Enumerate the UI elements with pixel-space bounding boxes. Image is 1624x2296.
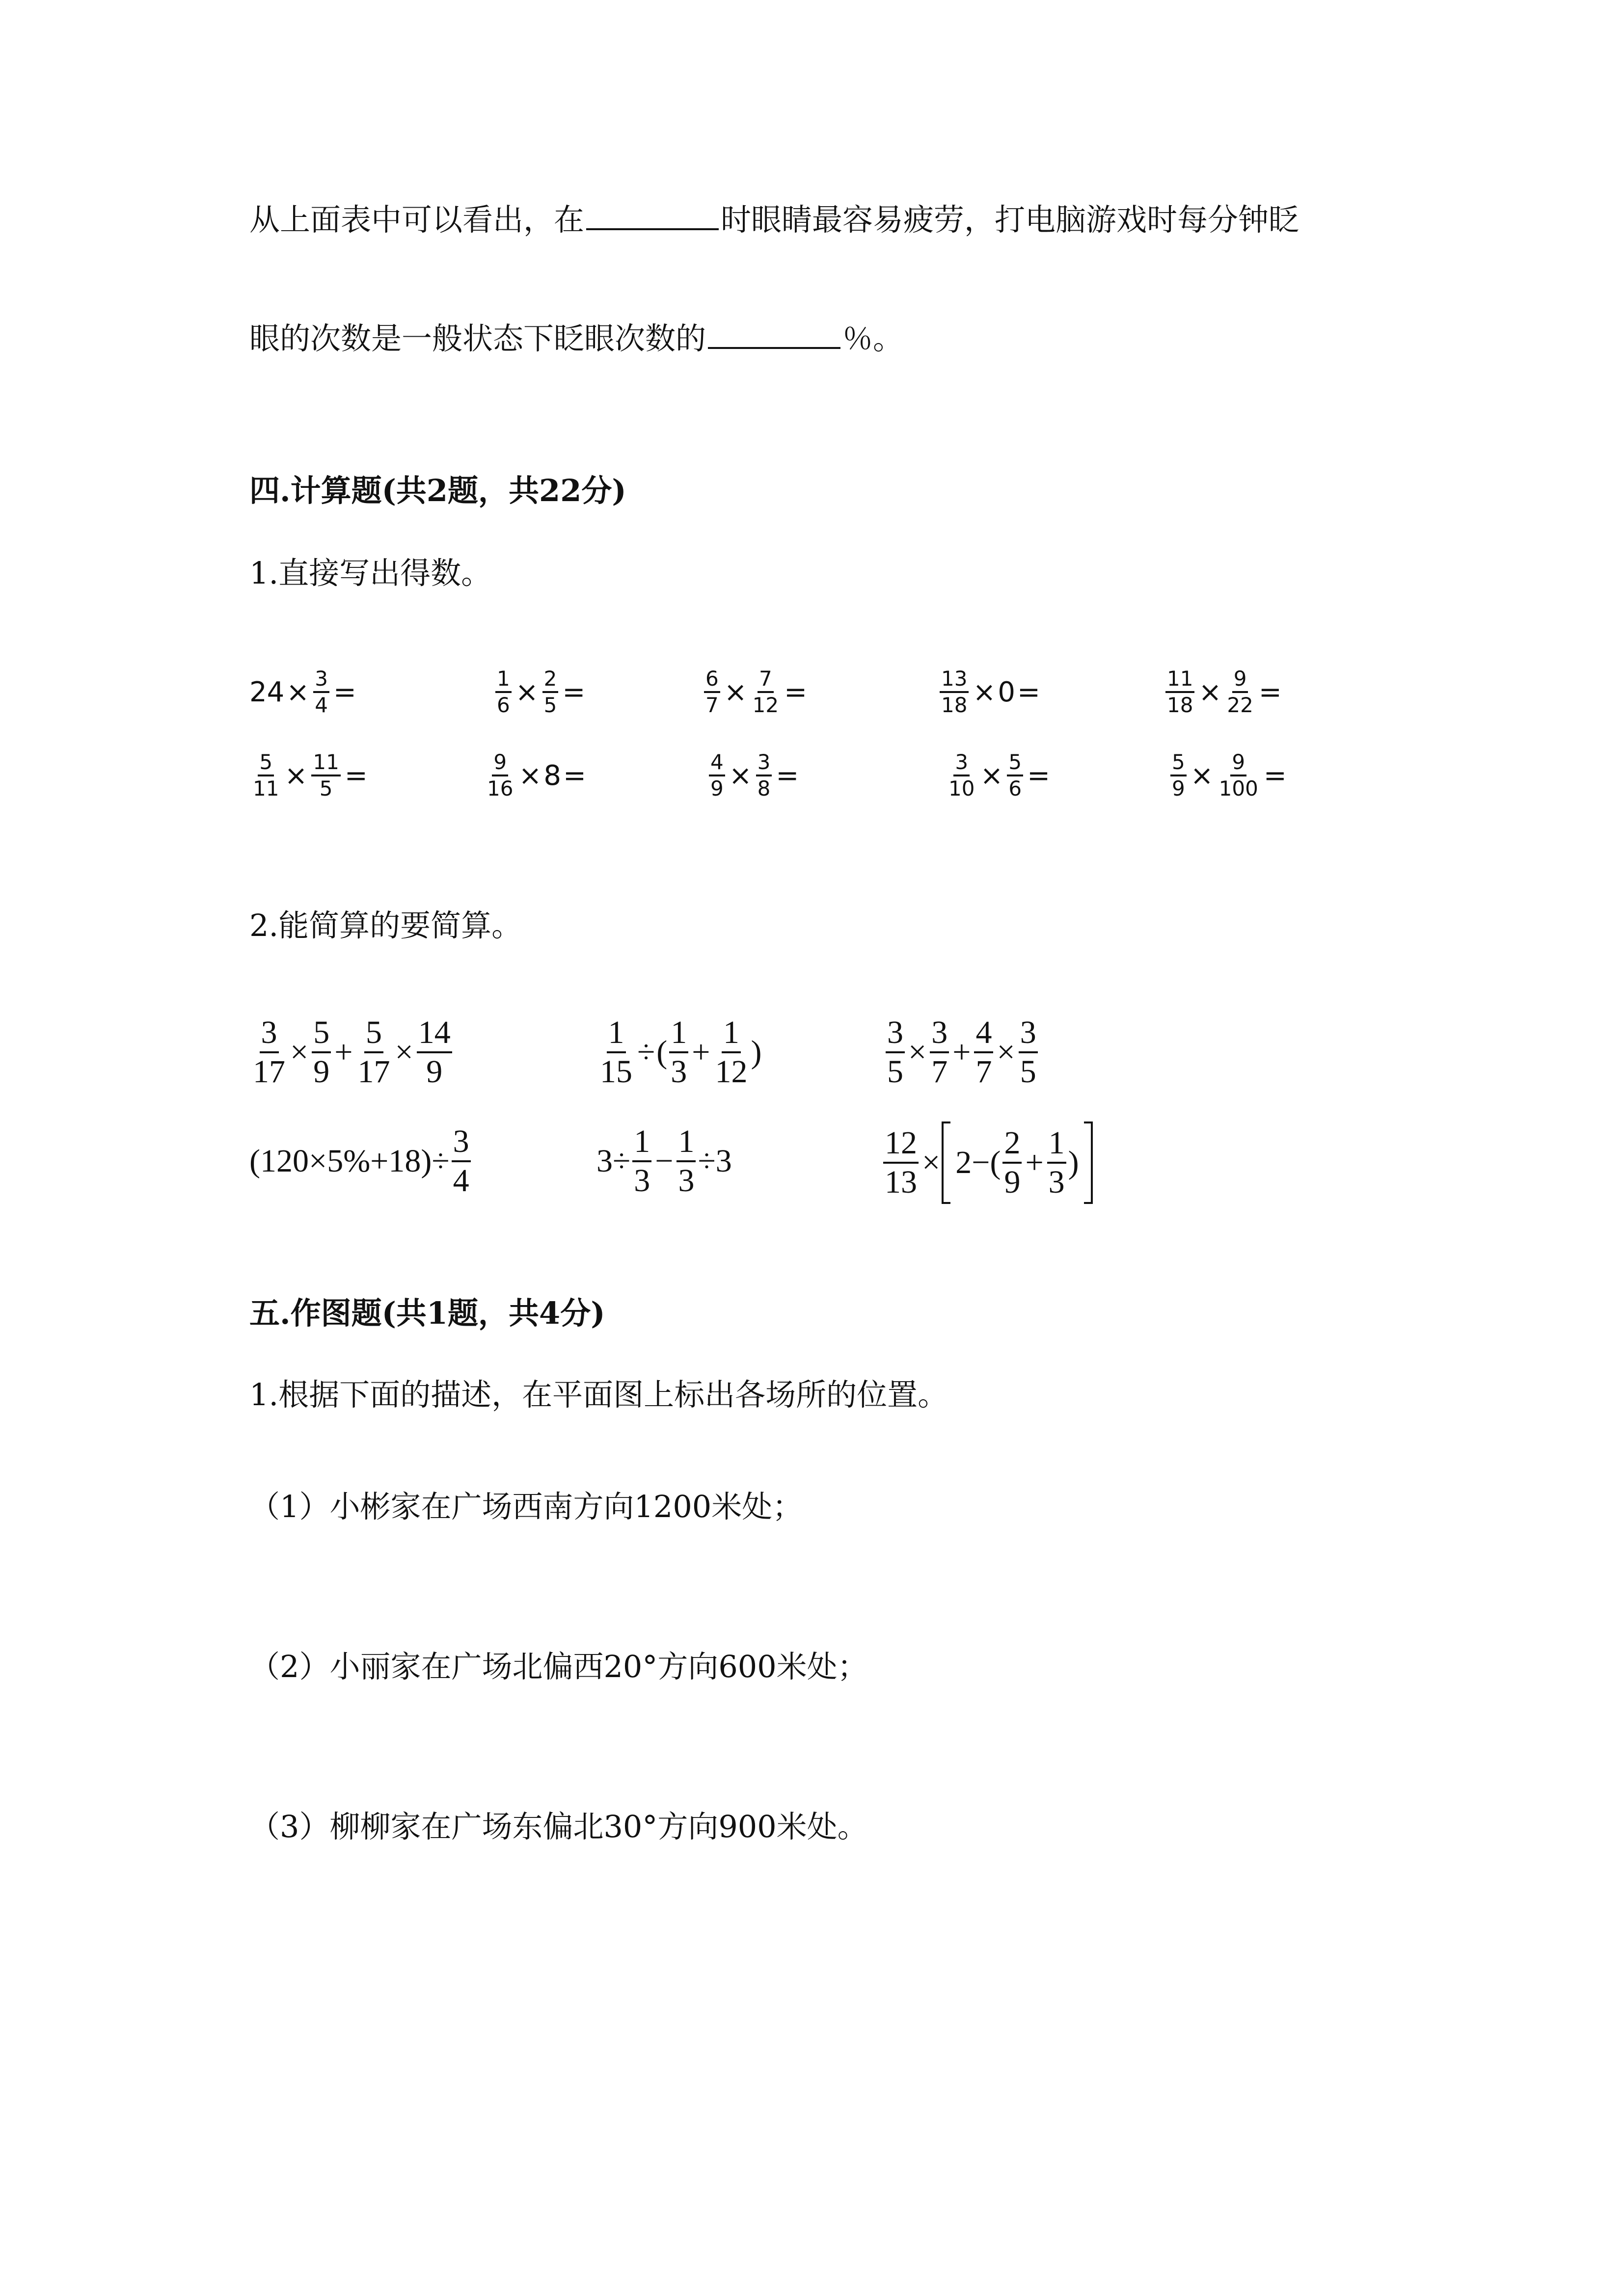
denominator: 4 (315, 693, 328, 717)
fraction (1165, 667, 1194, 717)
times-sign: × (908, 1034, 927, 1070)
numerator: 9 (1230, 751, 1246, 776)
fraction (1170, 751, 1187, 800)
times-sign: × (980, 759, 1003, 792)
denominator: 9 (1004, 1164, 1021, 1200)
equals-sign: = (1263, 759, 1287, 792)
oral-problem-1 (249, 667, 358, 717)
numerator: 4 (709, 751, 725, 776)
numerator: 3 (953, 751, 970, 776)
right-square-bracket (1084, 1121, 1093, 1204)
fraction (886, 1015, 905, 1090)
fraction (1047, 1125, 1066, 1200)
fraction (312, 1015, 331, 1090)
right-paren: ) (751, 1034, 762, 1070)
denominator: 17 (357, 1054, 390, 1090)
denominator: 5 (1020, 1054, 1036, 1090)
numerator: 13 (940, 667, 969, 693)
numerator: 5 (258, 751, 274, 776)
numerator: 7 (758, 667, 774, 693)
paragraph-text: ％。 (842, 320, 904, 356)
divide-sign: ÷ (637, 1034, 655, 1070)
expression-text: ) (1068, 1145, 1079, 1180)
whole-number: 8 (543, 759, 562, 792)
denominator: 5 (543, 693, 557, 717)
simplify-expression-2 (596, 1015, 761, 1090)
times-sign: × (286, 676, 310, 708)
denominator: 5 (887, 1054, 903, 1090)
fraction (1019, 1015, 1038, 1090)
denominator: 6 (1008, 776, 1022, 801)
times-sign: × (515, 676, 539, 708)
numerator: 11 (311, 751, 340, 776)
numerator: 1 (632, 1124, 651, 1162)
fraction (251, 1015, 287, 1090)
times-sign: × (997, 1034, 1015, 1070)
numerator: 3 (260, 1015, 279, 1053)
denominator: 17 (253, 1054, 285, 1090)
item-2: （2）小丽家在广场北偏西20°方向600米处； (249, 1649, 868, 1684)
oral-problem-7 (484, 751, 588, 800)
minus-sign: − (655, 1143, 674, 1179)
numerator: 5 (364, 1015, 383, 1053)
fraction (756, 751, 772, 800)
question-5-1: 1.根据下面的描述，在平面图上标出各场所的位置。 (249, 1377, 948, 1413)
item-3: （3）柳柳家在广场东偏北30°方向900米处。 (249, 1809, 868, 1844)
times-sign: × (973, 676, 996, 708)
answer-blank[interactable] (586, 201, 719, 230)
oral-problem-2 (493, 667, 587, 717)
denominator: 8 (757, 776, 771, 801)
times-sign: × (922, 1145, 941, 1180)
expression-text: 2−( (955, 1145, 1001, 1180)
numerator: 11 (1165, 667, 1194, 693)
times-sign: × (395, 1034, 413, 1070)
fraction (417, 1015, 452, 1090)
fraction (704, 667, 720, 717)
equals-sign: = (1258, 676, 1282, 708)
numerator: 5 (1007, 751, 1023, 776)
fraction (713, 1015, 749, 1090)
plus-sign: + (1025, 1145, 1044, 1180)
denominator: 12 (752, 693, 779, 717)
simplify-expression-1 (249, 1015, 454, 1090)
whole-number: 0 (998, 676, 1016, 708)
denominator: 3 (1048, 1164, 1065, 1200)
question-4-2: 2.能简算的要简算。 (249, 908, 522, 943)
times-sign: × (1190, 759, 1214, 792)
oral-problem-6 (249, 751, 370, 800)
numerator: 2 (1002, 1125, 1022, 1164)
numerator: 14 (417, 1015, 452, 1053)
equals-sign: = (562, 676, 586, 708)
answer-blank[interactable] (708, 320, 840, 349)
fraction (251, 751, 280, 800)
fraction (709, 751, 725, 800)
oral-problem-10 (1168, 751, 1289, 800)
expression-text: ÷3 (698, 1143, 732, 1179)
numerator: 1 (495, 667, 512, 693)
denominator: 9 (1172, 776, 1185, 801)
item-1: （1）小彬家在广场西南方向1200米处； (249, 1489, 803, 1524)
simplify-expression-3 (884, 1015, 1040, 1090)
numerator: 3 (756, 751, 772, 776)
denominator: 18 (941, 693, 968, 717)
fraction (1218, 751, 1260, 800)
equals-sign: = (563, 759, 586, 792)
fraction (669, 1015, 688, 1090)
numerator: 1 (677, 1124, 696, 1162)
fraction (1007, 751, 1023, 800)
numerator: 1 (607, 1015, 626, 1053)
numerator: 3 (313, 667, 329, 693)
fraction (486, 751, 514, 800)
fraction (311, 751, 340, 800)
expression-text: (120×5%+18)÷ (249, 1143, 450, 1179)
whole-number: 24 (249, 676, 285, 708)
numerator: 2 (542, 667, 559, 693)
numerator: 1 (722, 1015, 741, 1053)
numerator: 4 (974, 1015, 993, 1053)
section-5-title: 五.作图题(共1题，共4分) (249, 1295, 605, 1331)
times-sign: × (518, 759, 542, 792)
numerator: 3 (1019, 1015, 1038, 1053)
numerator: 1 (669, 1015, 688, 1053)
fraction (974, 1015, 993, 1090)
fraction (632, 1124, 651, 1199)
fraction (356, 1015, 391, 1090)
simplify-expression-4 (249, 1124, 473, 1199)
oral-problem-4 (938, 667, 1042, 717)
equals-sign: = (344, 759, 368, 792)
fraction (677, 1124, 696, 1199)
paragraph-text: 眼的次数是一般状态下眨眼次数的 (249, 320, 706, 356)
fraction (940, 667, 969, 717)
numerator: 6 (704, 667, 720, 693)
times-sign: × (724, 676, 747, 708)
numerator: 3 (930, 1015, 949, 1053)
simplify-expression-6 (881, 1121, 1093, 1204)
numerator: 1 (1047, 1125, 1066, 1164)
plus-sign: + (692, 1034, 710, 1070)
oral-problem-8 (707, 751, 801, 800)
oral-problem-3 (702, 667, 809, 717)
paragraph-line-1 (249, 200, 1299, 240)
fraction (313, 667, 329, 717)
fraction (542, 667, 559, 717)
denominator: 12 (715, 1054, 748, 1090)
equals-sign: = (784, 676, 808, 708)
oral-problem-9 (945, 751, 1052, 800)
denominator: 15 (600, 1054, 632, 1090)
numerator: 12 (883, 1125, 919, 1164)
denominator: 16 (487, 776, 514, 801)
equals-sign: = (1027, 759, 1051, 792)
fraction (751, 667, 780, 717)
denominator: 7 (931, 1054, 948, 1090)
numerator: 9 (1232, 667, 1248, 693)
denominator: 3 (634, 1163, 650, 1199)
times-sign: × (1198, 676, 1222, 708)
denominator: 4 (453, 1163, 469, 1199)
simplify-expression-5 (596, 1124, 732, 1199)
fraction (883, 1125, 919, 1200)
paragraph-text: 从上面表中可以看出，在 (249, 202, 585, 238)
plus-sign: + (334, 1034, 353, 1070)
denominator: 10 (948, 776, 975, 801)
times-sign: × (284, 759, 308, 792)
denominator: 3 (671, 1054, 687, 1090)
equals-sign: = (333, 676, 356, 708)
paragraph-line-2 (249, 319, 903, 358)
equals-sign: = (1017, 676, 1040, 708)
denominator: 9 (710, 776, 724, 801)
numerator: 5 (312, 1015, 331, 1053)
numerator: 5 (1170, 751, 1187, 776)
numerator: 9 (492, 751, 508, 776)
numerator: 3 (452, 1124, 471, 1162)
equals-sign: = (776, 759, 799, 792)
denominator: 9 (313, 1054, 330, 1090)
numerator: 3 (886, 1015, 905, 1053)
plus-sign: + (952, 1034, 971, 1070)
denominator: 13 (885, 1164, 917, 1200)
fraction (1225, 667, 1254, 717)
denominator: 100 (1218, 776, 1258, 801)
fraction (930, 1015, 949, 1090)
question-4-1: 1.直接写出得数。 (249, 555, 492, 591)
paragraph-text: 时眼睛最容易疲劳，打电脑游戏时每分钟眨 (721, 202, 1299, 238)
fraction (452, 1124, 471, 1199)
denominator: 11 (253, 776, 279, 801)
denominator: 9 (426, 1054, 443, 1090)
fraction (598, 1015, 634, 1090)
times-sign: × (729, 759, 752, 792)
fraction (495, 667, 512, 717)
denominator: 18 (1167, 693, 1193, 717)
fraction (1002, 1125, 1022, 1200)
denominator: 6 (497, 693, 510, 717)
left-square-bracket (942, 1121, 950, 1204)
fraction (947, 751, 976, 800)
denominator: 7 (975, 1054, 992, 1090)
denominator: 5 (319, 776, 333, 801)
denominator: 3 (678, 1163, 695, 1199)
denominator: 22 (1227, 693, 1253, 717)
times-sign: × (290, 1034, 309, 1070)
denominator: 7 (705, 693, 719, 717)
section-4-title: 四.计算题(共2题，共22分) (249, 473, 626, 508)
left-paren: ( (656, 1034, 668, 1070)
expression-text: 3÷ (596, 1143, 631, 1179)
oral-problem-5 (1164, 667, 1284, 717)
